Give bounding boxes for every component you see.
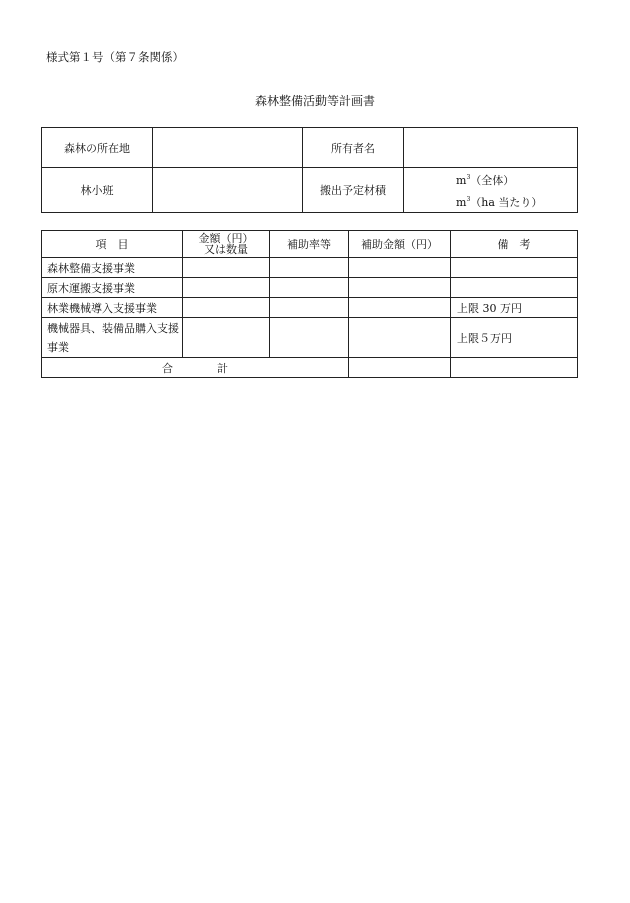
row-remarks: 上限５万円: [451, 318, 578, 358]
row-subsidy[interactable]: [349, 278, 451, 298]
owner-label: 所有者名: [303, 128, 404, 168]
volume-total-suffix: （全体）: [470, 174, 515, 187]
forest-info-row-compartment: [42, 168, 578, 213]
volume-per-ha-suffix: （ha 当たり）: [470, 196, 543, 209]
header-remarks: 備 考: [451, 231, 578, 258]
header-amount: 金額（円） 又は数量: [183, 231, 270, 258]
row-remarks: 上限 30 万円: [451, 298, 578, 318]
compartment-value[interactable]: [153, 168, 303, 213]
budget-row: [42, 298, 578, 318]
total-label: 合 計: [42, 358, 349, 378]
budget-row: [42, 318, 578, 358]
row-item: 原木運搬支援事業: [42, 278, 183, 298]
row-rate[interactable]: [270, 278, 349, 298]
forest-info-row-location: [42, 128, 578, 168]
row-amount[interactable]: [183, 278, 270, 298]
row-remarks: [451, 258, 578, 278]
row-item: 機械器具、装備品購入支援事業: [42, 318, 183, 358]
budget-row: [42, 258, 578, 278]
volume-total-line: [404, 168, 577, 190]
row-rate[interactable]: [270, 298, 349, 318]
header-subsidy-amount: 補助金額（円）: [349, 231, 451, 258]
volume-value-cell[interactable]: [404, 168, 578, 213]
row-subsidy[interactable]: [349, 258, 451, 278]
row-subsidy[interactable]: [349, 298, 451, 318]
budget-header-row: [42, 231, 578, 258]
header-subsidy-rate: 補助率等: [270, 231, 349, 258]
row-item: 森林整備支援事業: [42, 258, 183, 278]
total-subsidy[interactable]: [349, 358, 451, 378]
forest-location-label: 森林の所在地: [42, 128, 153, 168]
row-amount[interactable]: [183, 298, 270, 318]
total-remarks: [451, 358, 578, 378]
document-title: 森林整備活動等計画書: [254, 94, 375, 108]
total-row: [42, 358, 578, 378]
row-amount[interactable]: [183, 258, 270, 278]
budget-table: [41, 230, 578, 378]
forest-info-table: [41, 127, 578, 213]
compartment-label: 林小班: [42, 168, 153, 213]
row-subsidy[interactable]: [349, 318, 451, 358]
row-rate[interactable]: [270, 258, 349, 278]
row-item: 林業機械導入支援事業: [42, 298, 183, 318]
cubic-meter-unit: $m^3$: [456, 174, 471, 187]
row-remarks: [451, 278, 578, 298]
owner-value[interactable]: [404, 128, 578, 168]
form-number: 様式第１号（第７条関係）: [46, 50, 184, 64]
row-rate[interactable]: [270, 318, 349, 358]
cubic-meter-unit: $m^3$: [456, 196, 471, 209]
budget-row: [42, 278, 578, 298]
volume-per-ha-line: [404, 190, 577, 212]
row-amount[interactable]: [183, 318, 270, 358]
header-item: 項 目: [42, 231, 183, 258]
forest-location-value[interactable]: [153, 128, 303, 168]
volume-label: 搬出予定材積: [303, 168, 404, 213]
